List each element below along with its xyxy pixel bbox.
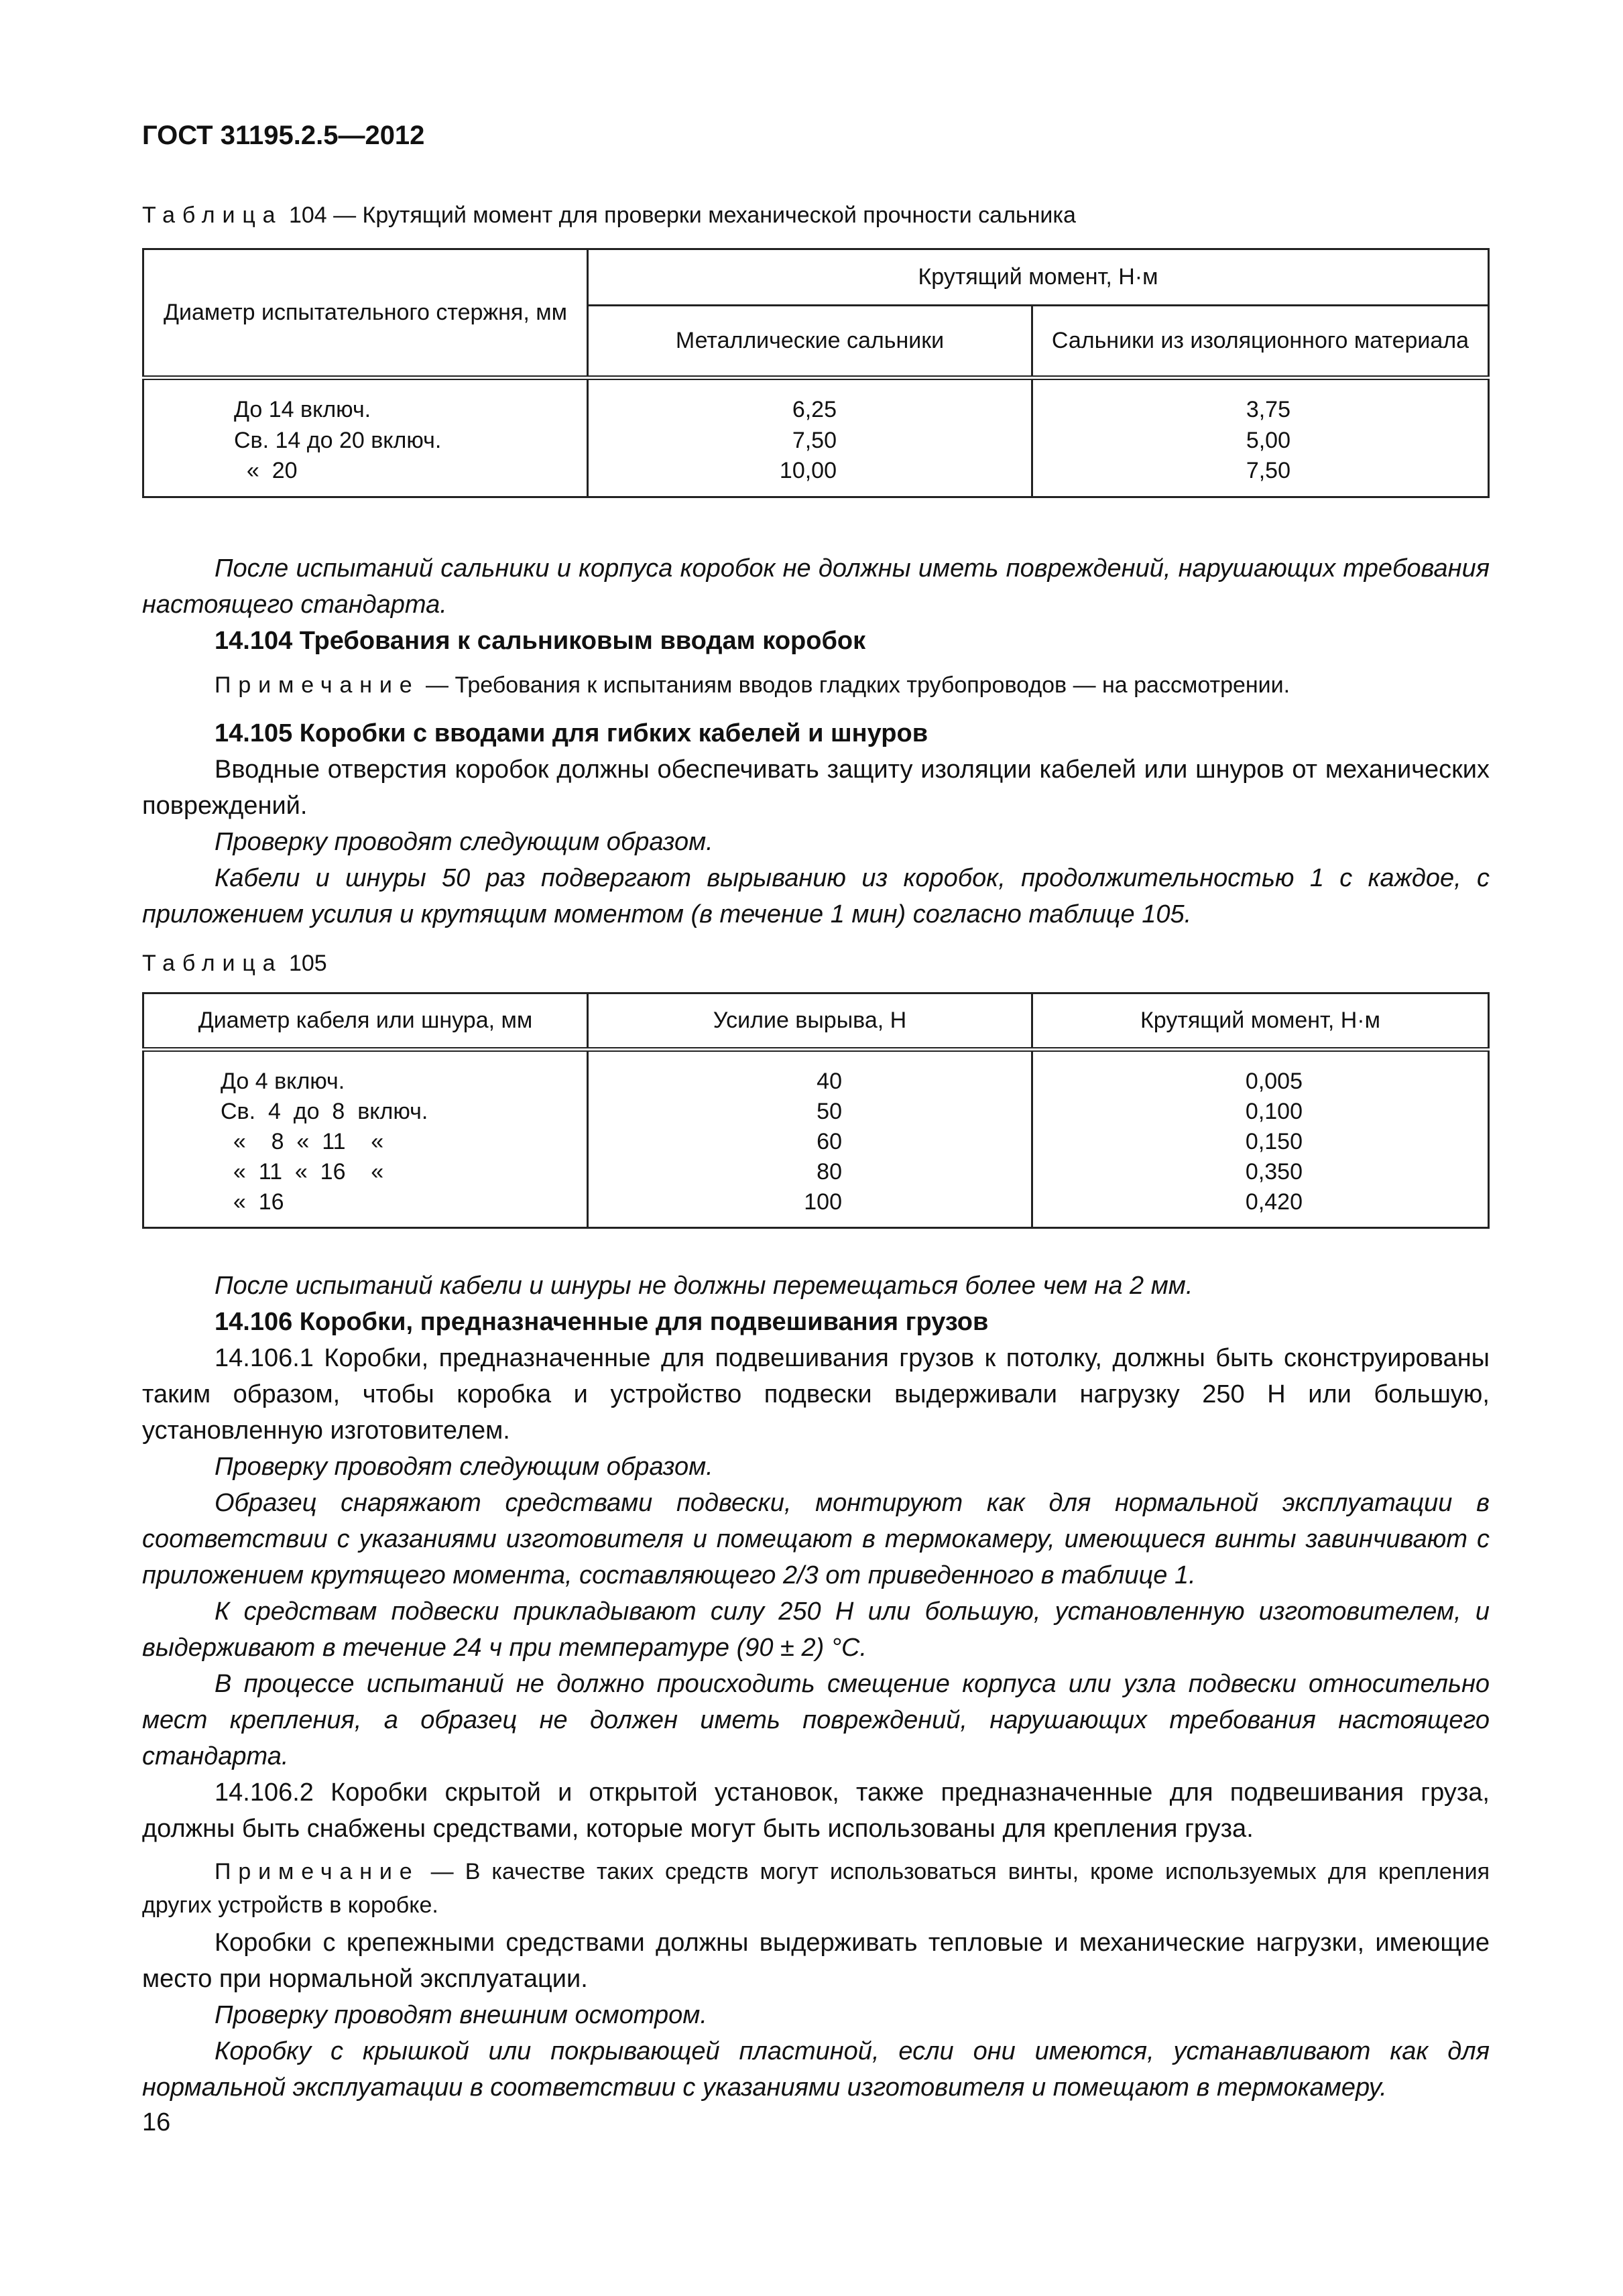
paragraph-check-method: Проверку проводят следующим образом.	[215, 828, 713, 856]
paragraph-load-application: К средствам подвески прикладывают силу 250 Н или большую, установленную изготовителем, и выдерживают в течение 24 ч при температуре (90 ± 2) °С.	[142, 1597, 1490, 1662]
table-row: 0,420	[1245, 1189, 1303, 1215]
table-105-col-torque-header: Крутящий момент, Н·м	[1032, 993, 1489, 1050]
section-heading-14-105: 14.105 Коробки с вводами для гибких кабелей и шнуров	[215, 719, 928, 747]
table-row: 40	[817, 1069, 842, 1094]
paragraph-after-table-105: После испытаний кабели и шнуры не должны перемещаться более чем на 2 мм.	[215, 1272, 1193, 1300]
paragraph-test-requirements: В процессе испытаний не должно происходить смещение корпуса или узла подвески относительно мест крепления, а образец не должен иметь повреждений, нарушающих требования настоящего стандарта.	[142, 1670, 1490, 1770]
table-104	[142, 248, 1490, 498]
note-14-104	[142, 668, 1490, 702]
table-row: « 8 « 11 «	[221, 1129, 384, 1154]
table-row: « 11 « 16 «	[221, 1159, 384, 1185]
paragraph-check-method-2: Проверку проводят следующим образом.	[215, 1453, 713, 1481]
table-105-col-force-header: Усилие вырыва, Н	[588, 993, 1032, 1050]
note-14-106-2	[142, 1855, 1490, 1922]
table-104-col-insulating-header: Сальники из изоляционного материала	[1032, 306, 1489, 378]
table-row: 80	[817, 1159, 842, 1185]
paragraph-14-105-intro: Вводные отверстия коробок должны обеспечивать защиту изоляции кабелей или шнуров от механических повреждений.	[142, 756, 1490, 820]
document-code: ГОСТ 31195.2.5—2012	[142, 121, 425, 150]
table-row: 6,25	[792, 397, 837, 422]
table-row: Св. 14 до 20 включ.	[234, 427, 442, 453]
paragraph-sample-preparation: Образец снаряжают средствами подвески, монтируют как для нормальной эксплуатации в соответствии с указаниями изготовителя и помещают в термокамеру, имеющиеся винты завинчивают с приложением крутящего момента, составляющего 2/3 от приведенного в таблице 1.	[142, 1489, 1490, 1589]
table-row: « 20	[234, 458, 298, 484]
paragraph-after-table-104: После испытаний сальники и корпуса коробок не должны иметь повреждений, нарушающих требования настоящего стандарта.	[142, 554, 1490, 619]
table-row: 60	[817, 1129, 842, 1154]
section-heading-14-104: 14.104 Требования к сальниковым вводам коробок	[215, 627, 866, 655]
table-row: 10,00	[779, 458, 837, 484]
note-text: — Требования к испытаниям вводов гладких трубопроводов — на рассмотрении.	[419, 672, 1290, 698]
table-row: До 14 включ.	[234, 397, 371, 422]
table-row: Св. 4 до 8 включ.	[221, 1099, 428, 1124]
table-104-metal-cell	[588, 378, 1032, 497]
table-105-torque-cell	[1032, 1050, 1489, 1228]
paragraph-fixing-means: Коробки с крепежными средствами должны выдерживать тепловые и механические нагрузки, имеющие место при нормальной эксплуатации.	[142, 1929, 1490, 1993]
table-row: 50	[817, 1099, 842, 1124]
table-104-caption-text: 104 — Крутящий момент для проверки механической прочности сальника	[288, 202, 1076, 228]
table-104-torque-group-header: Крутящий момент, Н·м	[588, 249, 1489, 306]
table-105	[142, 992, 1490, 1229]
table-row: 0,100	[1245, 1099, 1303, 1124]
table-105-force-cell	[588, 1050, 1032, 1228]
paragraph-14-106-2: 14.106.2 Коробки скрытой и открытой установок, также предназначенные для подвешивания груза, должны быть снабжены средствами, которые могут быть использованы для крепления груза.	[142, 1778, 1490, 1843]
table-row: 3,75	[1246, 397, 1290, 422]
table-row: 0,350	[1245, 1159, 1303, 1185]
paragraph-14-106-1: 14.106.1 Коробки, предназначенные для подвешивания грузов к потолку, должны быть сконструированы таким образом, чтобы коробка и устройство подвески выдерживали нагрузку 250 Н или большую, установленную изготовителем.	[142, 1344, 1490, 1445]
note-label: Примечание	[215, 672, 420, 698]
table-row: « 16	[221, 1189, 284, 1215]
note-label: Примечание	[215, 1859, 420, 1884]
table-row: 5,00	[1246, 427, 1290, 453]
paragraph-visual-inspection: Проверку проводят внешним осмотром.	[215, 2001, 707, 2029]
paragraph-cover-installation: Коробку с крышкой или покрывающей пластиной, если они имеются, устанавливают как для нормальной эксплуатации в соответствии с указаниями изготовителя и помещают в термокамеру.	[142, 2037, 1490, 2102]
table-105-caption-label: Таблица	[142, 951, 283, 976]
table-row: До 4 включ.	[221, 1069, 345, 1094]
table-104-diameter-cell	[143, 378, 588, 497]
table-104-col-metal-header: Металлические сальники	[588, 306, 1032, 378]
table-104-insulating-cell	[1032, 378, 1489, 497]
note-text: — В качестве таких средств могут использоваться винты, кроме используемых для крепления других устройств в коробке.	[142, 1859, 1490, 1918]
table-104-caption-label: Таблица	[142, 202, 283, 228]
table-105-caption	[142, 951, 327, 977]
table-105-col-diameter-header: Диаметр кабеля или шнура, мм	[143, 993, 588, 1050]
table-104-caption	[142, 202, 1076, 229]
table-row: 0,150	[1245, 1129, 1303, 1154]
table-105-diameter-cell	[143, 1050, 588, 1228]
page-number: 16	[142, 2108, 171, 2136]
section-heading-14-106: 14.106 Коробки, предназначенные для подвешивания грузов	[215, 1308, 989, 1336]
table-105-caption-text: 105	[288, 951, 327, 976]
table-104-col-diameter-header: Диаметр испытательного стержня, мм	[143, 249, 588, 378]
paragraph-cable-pull-test: Кабели и шнуры 50 раз подвергают вырыванию из коробок, продолжительностью 1 с каждое, с приложением усилия и крутящим моментом (в течение 1 мин) согласно таблице 105.	[142, 864, 1490, 928]
table-row: 7,50	[1246, 458, 1290, 484]
table-row: 7,50	[792, 427, 837, 453]
table-row: 100	[804, 1189, 842, 1215]
table-row: 0,005	[1245, 1069, 1303, 1094]
